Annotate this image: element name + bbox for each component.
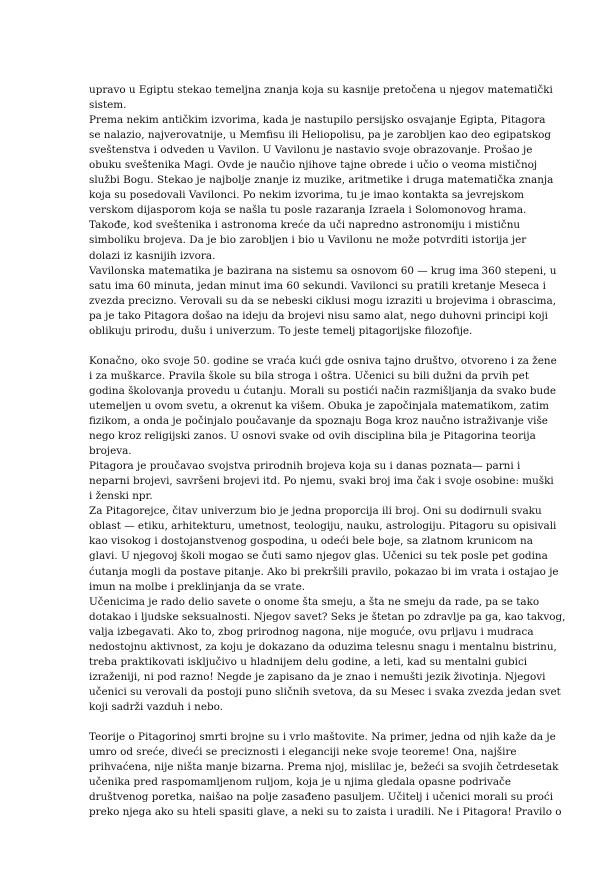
text-line: oblast — etiku, arhitekturu, umetnost, teologiju, nauku, astrologiju. Pitagoru su opisivali <box>89 520 557 533</box>
text-line: preko njega ako su hteli spasiti glave, a neki su to zaista i uradili. Ne i Pitagora! Pravilo o <box>89 806 562 819</box>
paragraph <box>89 595 566 715</box>
text-line: obuku sveštenika Magi. Ovde je naučio njihove tajne obrede i učio o veoma mističnoj <box>89 159 538 172</box>
text-line: glavi. U njegovoj školi mogao se čuti samo njegov glas. Učenici su tek posle pet godina <box>89 550 548 563</box>
text-line: koji sadrži vazduh i nebo. <box>89 700 224 713</box>
text-line: Teorije o Pitagorinoj smrti brojne su i vrlo maštovite. Na primer, jedna od njih kaže da je <box>89 731 556 744</box>
text-line: fizikom, a onda je počinjalo poučavanje da spoznaju Boga kroz naučno istraživanje više <box>89 415 548 428</box>
paragraph <box>89 264 557 339</box>
paragraph <box>89 83 553 113</box>
text-line: izraženiji, ni pod razno! Negde je zapisano da je znao i nemušti jezik životinja. Njegovi <box>89 670 546 683</box>
text-line: Konačno, oko svoje 50. godine se vraća kući gde osniva tajno društvo, otvoreno i za žene <box>89 354 557 367</box>
text-line: sveštenstva i odveden u Vavilon. U Vavilonu je nastavio svoje obrazovanje. Prošao je <box>89 144 533 157</box>
paragraph <box>89 730 562 820</box>
paragraph <box>89 504 559 594</box>
text-line: Vavilonska matematika je bazirana na sistemu sa osnovom 60 — krug ima 360 stepeni, u <box>89 264 557 277</box>
text-line: godina školovanja provedu u ćutanju. Morali su postići način razmišljanja da svako bude <box>89 384 557 397</box>
text-line: učenici su verovali da postoji puno sličnih svetova, da su Mesec i svaka zvezda jedan svet <box>89 685 561 698</box>
text-line: neparni brojevi, savršeni brojevi itd. Po njemu, svaki broj ima čak i svoje osobine: muški <box>89 475 554 488</box>
text-line: nedostojnu aktivnost, za koju je dokazano da oduzima telesnu snagu i mentalnu bistrinu, <box>89 640 557 653</box>
text-line: imun na molbe i preklinjanja da se vrate. <box>89 580 306 593</box>
text-line: dolazi iz kasnijih izvora. <box>89 249 216 262</box>
paragraph-spacer <box>89 339 530 354</box>
paragraph <box>89 459 554 504</box>
text-line: učenika pred raspomamljenom ruljom, koja je u njima gledala opasne podrivače <box>89 776 511 789</box>
text-line: Prema nekim antičkim izvorima, kada je nastupilo persijsko osvajanje Egipta, Pitagora <box>89 114 546 127</box>
paragraph <box>89 113 554 263</box>
text-line: dotakao i ljudske seksualnosti. Njegov savet? Seks je štetan po zdravlje pa ga, kao takvog, <box>89 610 566 623</box>
text-line: upravo u Egiptu stekao temeljna znanja koja su kasnije pretočena u njegov matematički <box>89 84 553 96</box>
text-line: verskom dijasporom koja se našla tu posle razaranja Izraela i Solomonovog hrama. <box>89 204 527 217</box>
text-line: utemeljen u ovom svetu, a okrenut ka višem. Obuka je započinjala matematikom, zatim <box>89 399 549 412</box>
text-line: simboliku brojeva. Da je bio zarobljen i bio u Vavilonu ne može potvrditi istorija jer <box>89 234 527 247</box>
text-line: nego kroz religijski zanos. U osnovi svake od ovih disciplina bila je Pitagorina teorija <box>89 430 536 443</box>
text-line: pa je tako Pitagora došao na ideju da brojevi nisu samo alat, nego duhovni principi koji <box>89 309 548 322</box>
text-line: društvenog poretka, naišao na polje zasađeno pasuljem. Učitelj i učenici morali su proći <box>89 791 554 804</box>
text-line: ćutanja mogli da postave pitanje. Ako bi prekršili pravilo, pokazao bi im vrata i ostajao je <box>89 565 559 578</box>
paragraph <box>89 354 557 459</box>
text-line: Za Pitagorejce, čitav univerzum bio je jedna proporcija ili broj. Oni su dodirnuli svaku <box>89 505 542 518</box>
text-line: umro od sreće, diveći se preciznosti i eleganciji neke svoje teoreme! Ona, najšire <box>89 746 517 759</box>
text-line: oblikuju prirodu, dušu i univerzum. To jeste temelj pitagorijske filozofije. <box>89 324 473 337</box>
paragraph-spacer <box>89 715 530 730</box>
text-line: službi Bogu. Stekao je najbolje znanje iz muzike, aritmetike i druga matematička znanja <box>89 174 554 187</box>
text-line: Pitagora je proučavao svojstva prirodnih brojeva koja su i danas poznata— parni i <box>89 460 521 473</box>
text-line: treba praktikovati isključivo u hladnijem delu godine, a leti, kad su mentalni gubici <box>89 655 528 668</box>
text-line: se nalazio, najverovatnije, u Memfisu ili Heliopolisu, pa je zarobljen kao deo egipatskog <box>89 129 552 142</box>
text-line: prihvaćena, nije ništa manje bizarna. Prema njoj, mislilac je, bežeći sa svojih četrdesetak <box>89 761 559 774</box>
text-line: zvezda precizno. Verovali su da se nebeski ciklusi mogu izraziti u brojevima i obrascima, <box>89 294 556 307</box>
text-line: sistem. <box>89 99 127 112</box>
text-line: Učenicima je rado delio savete o onome šta smeju, a šta ne smeju da rade, pa se tako <box>89 595 540 608</box>
text-line: i za muškarce. Pravila škole su bila stroga i oštra. Učenici su bili dužni da prvih pet <box>89 369 529 382</box>
text-line: valja izbegavati. Ako to, zbog prirodnog nagona, nije moguće, ovu prljavu i mudraca <box>89 625 534 638</box>
text-line: brojeva. <box>89 445 132 458</box>
text-line: kao visokog i dostojanstvenog gospodina, u odeći bele boje, sa zlatnom krunicom na <box>89 535 533 548</box>
document-body <box>89 83 566 820</box>
text-line: satu ima 60 minuta, jedan minut ima 60 sekundi. Vavilonci su pratili kretanje Meseca i <box>89 279 546 292</box>
text-line: Takođe, kod sveštenika i astronoma kreće da uči napredno astronomiju i mističnu <box>89 219 521 232</box>
text-line: i ženski npr. <box>89 490 153 503</box>
text-line: koja su posedovali Vavilonci. Po nekim izvorima, tu je imao kontakta sa jevrejskom <box>89 189 524 202</box>
